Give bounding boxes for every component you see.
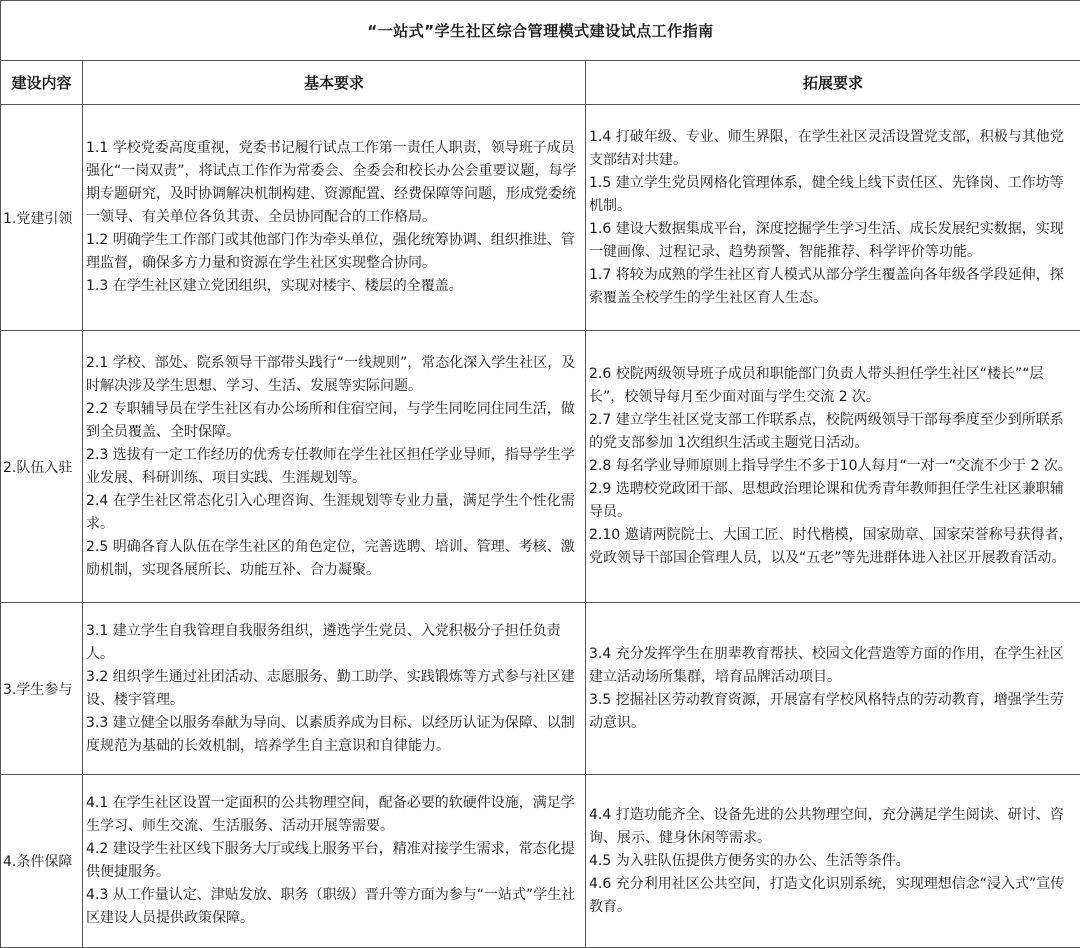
table-row <box>1 775 1080 948</box>
requirement-item: 1.3 在学生社区建立党团组织，实现对楼宇、楼层的全覆盖。 <box>86 275 581 298</box>
table-title: “一站式”学生社区综合管理模式建设试点工作指南 <box>1 1 1080 61</box>
requirement-item: 2.6 校院两级领导班子成员和职能部门负责人带头担任学生社区“楼长”“层长”，校领导每月至少面对面与学生交流 2 次。 <box>589 363 1076 409</box>
basic-requirements-cell <box>83 105 586 331</box>
requirement-item: 1.5 建立学生党员网格化管理体系，健全线上线下责任区、先锋岗、工作坊等机制。 <box>589 172 1076 218</box>
requirement-item: 2.9 选聘校党政团干部、思想政治理论课和优秀青年教师担任学生社区兼职辅导员。 <box>589 478 1076 524</box>
requirement-item: 3.3 建立健全以服务奉献为导向、以素质养成为目标、以经历认证为保障、以制度规范为基础的长效机制，培养学生自主意识和自律能力。 <box>86 712 581 758</box>
table-row <box>1 603 1080 775</box>
basic-requirements-cell <box>83 775 586 948</box>
requirement-item: 2.10 邀请两院院士、大国工匠、时代楷模，国家勋章、国家荣誉称号获得者，党政领导干部国企管理人员，以及“五老”等先进群体进入社区开展教育活动。 <box>589 524 1076 570</box>
header-row <box>1 61 1080 105</box>
requirement-item: 2.4 在学生社区常态化引入心理咨询、生涯规划等专业力量，满足学生个性化需求。 <box>86 490 581 536</box>
table-row <box>1 331 1080 603</box>
header-extended-requirements: 拓展要求 <box>586 61 1080 105</box>
basic-requirements-cell <box>83 603 586 775</box>
extended-requirements-cell <box>586 775 1080 948</box>
header-category: 建设内容 <box>1 61 83 105</box>
requirement-item: 1.1 学校党委高度重视，党委书记履行试点工作第一责任人职责，领导班子成员强化“一岗双责”，将试点工作作为常委会、全委会和校长办公会重要议题，每学期专题研究，及时协调解决机制构建、资源配置、经费保障等问题，形成党委统一领导、有关单位各负其责、全员协同配合的工作格局。 <box>86 137 581 229</box>
requirement-item: 4.4 打造功能齐全、设备先进的公共物理空间，充分满足学生阅读、研讨、咨询、展示、健身休闲等需求。 <box>589 804 1076 850</box>
requirement-item: 4.1 在学生社区设置一定面积的公共物理空间，配备必要的软硬件设施，满足学生学习、师生交流、生活服务、活动开展等需要。 <box>86 792 581 838</box>
requirement-item: 4.6 充分利用社区公共空间，打造文化识别系统，实现理想信念“浸入式”宣传教育。 <box>589 873 1076 919</box>
category-cell: 1.党建引领 <box>1 105 83 331</box>
requirement-item: 2.3 选拔有一定工作经历的优秀专任教师在学生社区担任学业导师，指导学生学业发展、科研训练、项目实践、生涯规划等。 <box>86 444 581 490</box>
requirement-item: 1.2 明确学生工作部门或其他部门作为牵头单位，强化统筹协调、组织推进、管理监督，确保多方力量和资源在学生社区实现整合协同。 <box>86 229 581 275</box>
requirement-item: 3.2 组织学生通过社团活动、志愿服务、勤工助学、实践锻炼等方式参与社区建设、楼宇管理。 <box>86 666 581 712</box>
requirement-item: 2.5 明确各育人队伍在学生社区的角色定位，完善选聘、培训、管理、考核、激励机制，实现各展所长、功能互补、合力凝聚。 <box>86 536 581 582</box>
requirement-item: 1.6 建设大数据集成平台，深度挖掘学生学习生活、成长发展纪实数据，实现一键画像、过程记录、趋势预警、智能推荐、科学评价等功能。 <box>589 218 1076 264</box>
category-cell: 3.学生参与 <box>1 603 83 775</box>
table-row <box>1 105 1080 331</box>
header-basic-requirements: 基本要求 <box>83 61 586 105</box>
extended-requirements-cell <box>586 105 1080 331</box>
requirement-item: 3.5 挖掘社区劳动教育资源，开展富有学校风格特点的劳动教育，增强学生劳动意识。 <box>589 689 1076 735</box>
category-cell: 4.条件保障 <box>1 775 83 948</box>
requirement-item: 2.2 专职辅导员在学生社区有办公场所和住宿空间，与学生同吃同住同生活，做到全员覆盖、全时保障。 <box>86 398 581 444</box>
requirement-item: 4.3 从工作量认定、津贴发放、职务（职级）晋升等方面为参与“一站式”学生社区建设人员提供政策保障。 <box>86 884 581 930</box>
requirement-item: 1.4 打破年级、专业、师生界限，在学生社区灵活设置党支部，积极与其他党支部结对共建。 <box>589 126 1076 172</box>
extended-requirements-cell <box>586 603 1080 775</box>
requirement-item: 2.7 建立学生社区党支部工作联系点，校院两级领导干部每季度至少到所联系的党支部参加 1次组织生活或主题党日活动。 <box>589 409 1076 455</box>
requirement-item: 3.4 充分发挥学生在朋辈教育帮扶、校园文化营造等方面的作用，在学生社区建立活动场所集群，培育品牌活动项目。 <box>589 643 1076 689</box>
title-row <box>1 1 1080 61</box>
extended-requirements-cell <box>586 331 1080 603</box>
requirement-item: 4.2 建设学生社区线下服务大厅或线上服务平台，精准对接学生需求，常态化提供便捷服务。 <box>86 838 581 884</box>
requirement-item: 3.1 建立学生自我管理自我服务组织，遴选学生党员、入党积极分子担任负责人。 <box>86 620 581 666</box>
requirement-item: 4.5 为入驻队伍提供方便务实的办公、生活等条件。 <box>589 850 1076 873</box>
requirement-item: 2.8 每名学业导师原则上指导学生不多于10人每月“一对一”交流不少于 2 次。 <box>589 455 1076 478</box>
category-cell: 2.队伍入驻 <box>1 331 83 603</box>
requirement-item: 2.1 学校、部处、院系领导干部带头践行“一线规则”，常态化深入学生社区，及时解决涉及学生思想、学习、生活、发展等实际问题。 <box>86 352 581 398</box>
requirement-item: 1.7 将较为成熟的学生社区育人模式从部分学生覆盖向各年级各学段延伸，探索覆盖全校学生的学生社区育人生态。 <box>589 264 1076 310</box>
basic-requirements-cell <box>83 331 586 603</box>
